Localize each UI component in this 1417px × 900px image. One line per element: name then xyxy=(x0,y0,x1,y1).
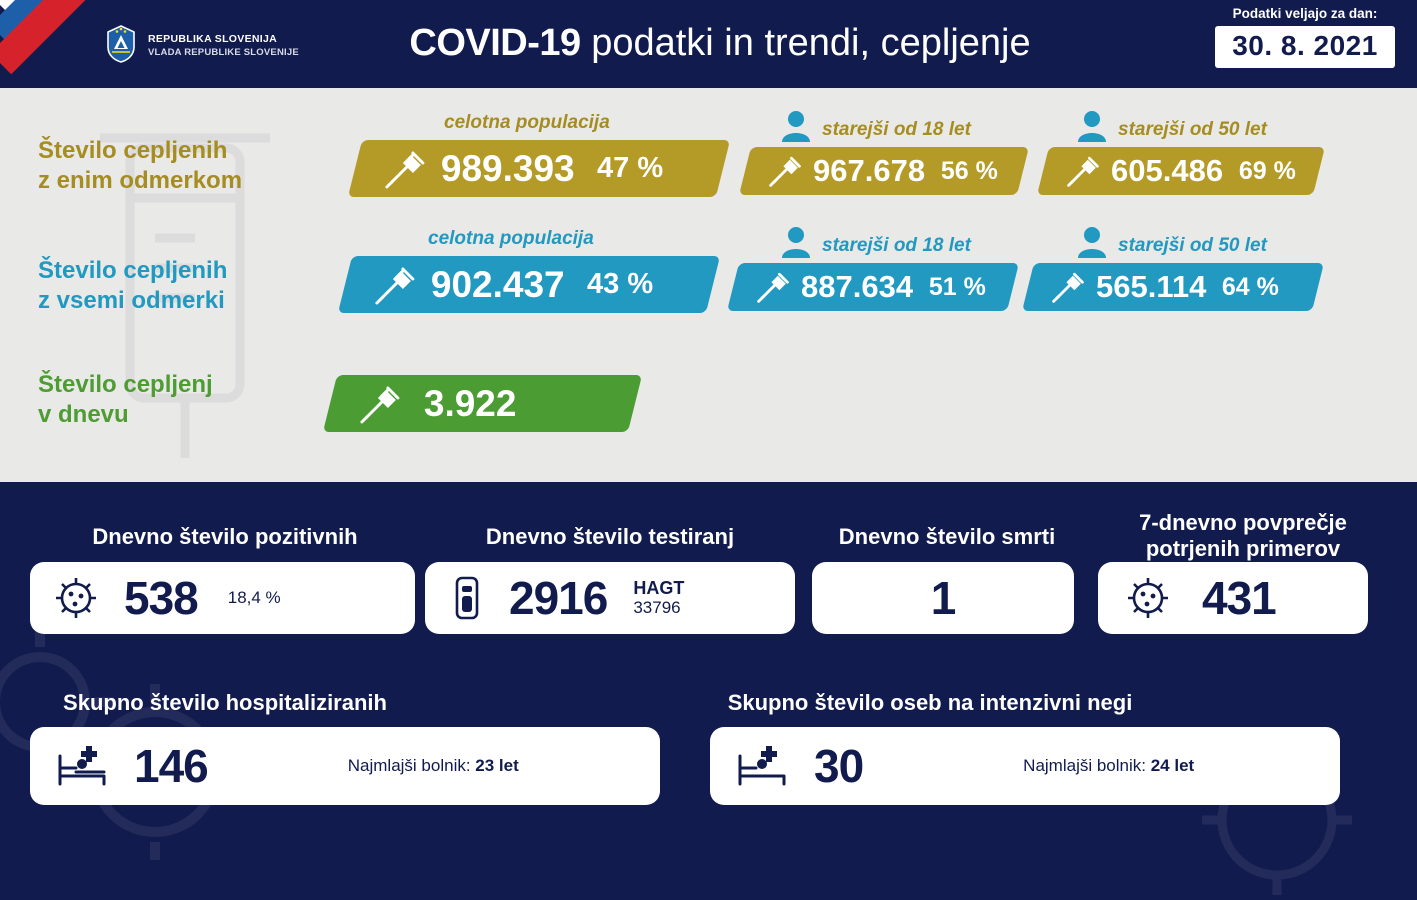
coat-of-arms-icon xyxy=(106,25,136,63)
row1-g18-bar xyxy=(739,147,1029,195)
row1-label xyxy=(38,136,242,196)
row2-total-bar xyxy=(338,256,720,313)
icu-note-value: 24 let xyxy=(1150,756,1195,775)
hospitalized-card xyxy=(30,727,660,805)
page-title-bold: COVID-19 xyxy=(409,22,581,64)
icu-card xyxy=(710,727,1340,805)
syringe-icon xyxy=(373,265,417,305)
row2-g18-bar xyxy=(727,263,1019,311)
deaths-value: 1 xyxy=(930,572,956,624)
tests-title: Dnevno število testiranj xyxy=(485,524,735,549)
positives-value: 538 xyxy=(124,572,198,624)
syringe-icon xyxy=(755,271,791,303)
row2-g50-pct: 64 % xyxy=(1222,272,1280,301)
deaths-title: Dnevno število smrti xyxy=(838,524,1056,549)
page-title-rest: podatki in trendi, cepljenje xyxy=(580,22,1031,64)
date-label: Podatki veljajo za dan: xyxy=(1232,6,1378,21)
person-icon xyxy=(782,226,810,258)
row1-g18-value: 967.678 xyxy=(813,153,926,188)
row1-label-line2: z enim odmerkom xyxy=(38,167,243,194)
gov-line-1: REPUBLIKA SLOVENIJA xyxy=(148,33,277,45)
row3-label xyxy=(38,370,213,430)
row2-g50-caption: starejši od 50 let xyxy=(1118,235,1267,256)
hospitalized-note-value: 23 let xyxy=(475,756,519,775)
deaths-card xyxy=(812,562,1074,634)
row2-total-pct: 43 % xyxy=(586,268,653,300)
virus-icon xyxy=(52,574,100,622)
icu-value: 30 xyxy=(814,740,864,792)
row1-g50-pct: 69 % xyxy=(1239,156,1297,185)
icu-title: Skupno število oseb na intenzivni negi xyxy=(727,690,1133,715)
vaccination-section xyxy=(0,88,1417,482)
slovenia-flag-graphic xyxy=(0,0,120,88)
row1-total-pct: 47 % xyxy=(596,152,663,184)
row1-g50-value: 605.486 xyxy=(1111,153,1224,188)
row2-total-caption: celotna populacija xyxy=(428,228,594,249)
syringe-icon xyxy=(767,155,803,187)
person-icon xyxy=(1078,226,1106,258)
syringe-icon xyxy=(383,149,427,189)
row2-g50-value: 565.114 xyxy=(1096,269,1207,304)
row2-g18-caption: starejši od 18 let xyxy=(822,235,971,256)
row1-g18-caption: starejši od 18 let xyxy=(822,119,971,140)
tests-card xyxy=(425,562,795,634)
gov-line-2: VLADA REPUBLIKE SLOVENIJE xyxy=(148,47,299,58)
row2-g18-value: 887.634 xyxy=(801,269,914,304)
header-bar xyxy=(0,0,1417,88)
row2-g50-bar xyxy=(1022,263,1324,311)
test-tube-icon xyxy=(447,574,487,622)
hospitalized-note xyxy=(348,756,519,776)
government-label xyxy=(148,33,299,59)
average7-title-line1: 7-dnevno povprečje xyxy=(1139,510,1347,535)
row1-g50-caption: starejši od 50 let xyxy=(1118,119,1267,140)
row1-g50-bar xyxy=(1037,147,1325,195)
row1-g18-pct: 56 % xyxy=(941,156,999,185)
hospital-bed-icon xyxy=(56,742,108,790)
row1-total-caption: celotna populacija xyxy=(444,112,610,133)
hospitalized-note-label: Najmlajši bolnik: xyxy=(347,756,476,775)
positives-percent: 18,4 % xyxy=(227,588,281,607)
average7-title xyxy=(1098,510,1388,562)
statistics-section xyxy=(0,482,1417,900)
date-block xyxy=(1215,6,1395,68)
person-icon xyxy=(1078,110,1106,142)
syringe-icon xyxy=(1065,155,1101,187)
row1-total-bar xyxy=(348,140,730,197)
positives-card xyxy=(30,562,415,634)
date-value: 30. 8. 2021 xyxy=(1215,26,1395,68)
row2-label xyxy=(38,256,227,316)
virus-icon xyxy=(1124,574,1172,622)
tests-hagt xyxy=(633,578,684,618)
row3-label-line1: Število cepljenj xyxy=(38,371,213,398)
icu-note xyxy=(1023,756,1194,776)
positives-title: Dnevno število pozitivnih xyxy=(92,524,358,549)
tests-hagt-label: HAGT xyxy=(633,578,685,598)
row3-label-line2: v dnevu xyxy=(38,401,129,428)
row1-total-value: 989.393 xyxy=(441,147,575,189)
row2-label-line1: Število cepljenih xyxy=(38,257,228,284)
hospitalized-value: 146 xyxy=(134,740,208,792)
average7-card xyxy=(1098,562,1368,634)
row2-total-value: 902.437 xyxy=(431,263,565,305)
average7-value: 431 xyxy=(1202,572,1276,624)
syringe-icon xyxy=(358,384,402,424)
page-title xyxy=(360,20,1080,66)
hospitalized-title: Skupno število hospitaliziranih xyxy=(63,690,387,715)
row2-g18-pct: 51 % xyxy=(929,272,987,301)
average7-title-line2: potrjenih primerov xyxy=(1145,536,1341,561)
row3-daily-bar xyxy=(323,375,642,432)
person-icon xyxy=(782,110,810,142)
syringe-icon xyxy=(1050,271,1086,303)
row2-label-line2: z vsemi odmerki xyxy=(38,287,225,314)
row1-label-line1: Število cepljenih xyxy=(38,137,228,164)
tests-value: 2916 xyxy=(509,572,608,624)
tests-hagt-value: 33796 xyxy=(633,598,681,617)
icu-note-label: Najmlajši bolnik: xyxy=(1023,756,1151,775)
hospital-bed-icon xyxy=(736,742,788,790)
row3-daily-value: 3.922 xyxy=(424,382,517,424)
